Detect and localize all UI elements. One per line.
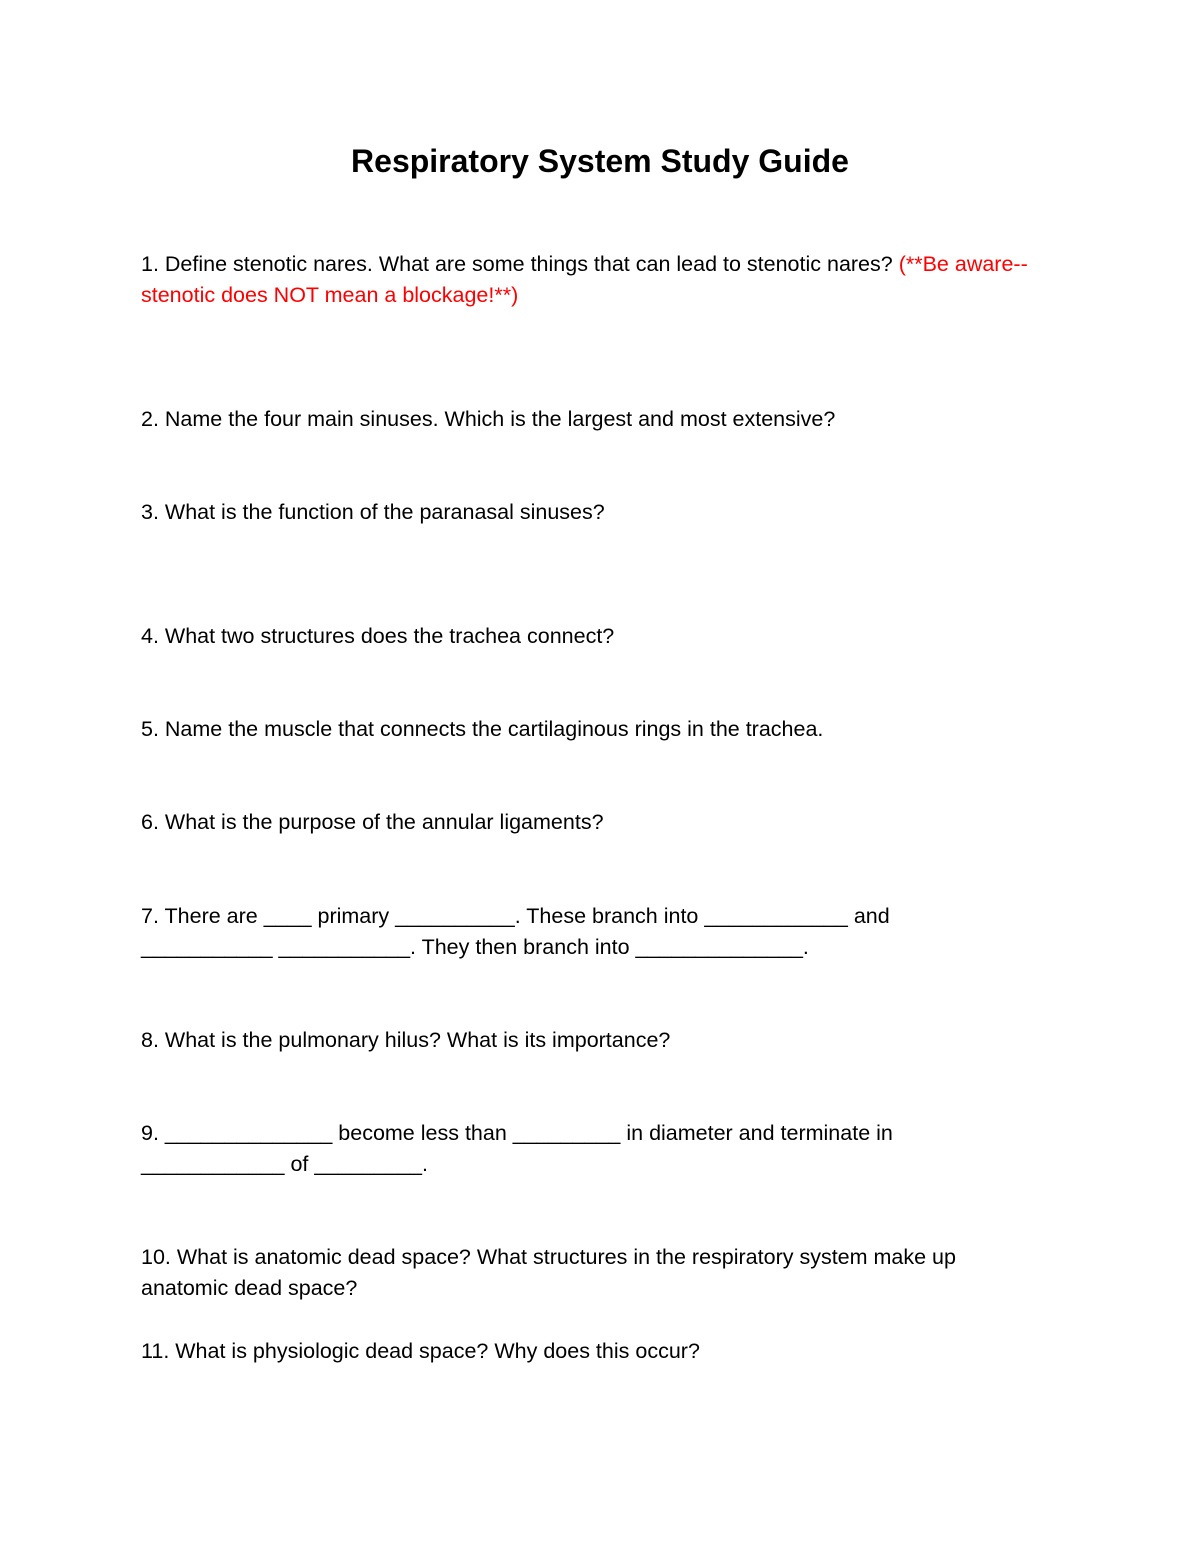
question-1-warning-note: (**Be aware--stenotic does NOT mean a blockage!**) [141, 252, 1028, 307]
question-6: 6. What is the purpose of the annular ligaments? [141, 810, 604, 834]
question-7-line-2: ___________ ___________. They then branch into ______________. [141, 935, 809, 959]
question-10 [141, 1242, 1061, 1304]
question-10-line-1: 10. What is anatomic dead space? What structures in the respiratory system make up [141, 1245, 956, 1269]
question-9 [141, 1118, 1061, 1180]
question-8: 8. What is the pulmonary hilus? What is its importance? [141, 1028, 671, 1052]
question-1-text: 1. Define stenotic nares. What are some things that can lead to stenotic nares? [141, 252, 899, 276]
question-7-line-1: 7. There are ____ primary __________. These branch into ____________ and [141, 904, 890, 928]
question-4: 4. What two structures does the trachea connect? [141, 624, 615, 648]
question-5: 5. Name the muscle that connects the cartilaginous rings in the trachea. [141, 717, 824, 741]
question-7 [141, 901, 1061, 963]
question-9-line-1: 9. ______________ become less than _________ in diameter and terminate in [141, 1121, 893, 1145]
question-1 [141, 249, 1061, 311]
question-2: 2. Name the four main sinuses. Which is the largest and most extensive? [141, 407, 836, 431]
question-9-line-2: ____________ of _________. [141, 1152, 428, 1176]
page-title: Respiratory System Study Guide [351, 143, 849, 179]
question-3: 3. What is the function of the paranasal sinuses? [141, 500, 605, 524]
question-10-line-2: anatomic dead space? [141, 1276, 358, 1300]
question-11: 11. What is physiologic dead space? Why does this occur? [141, 1339, 700, 1363]
